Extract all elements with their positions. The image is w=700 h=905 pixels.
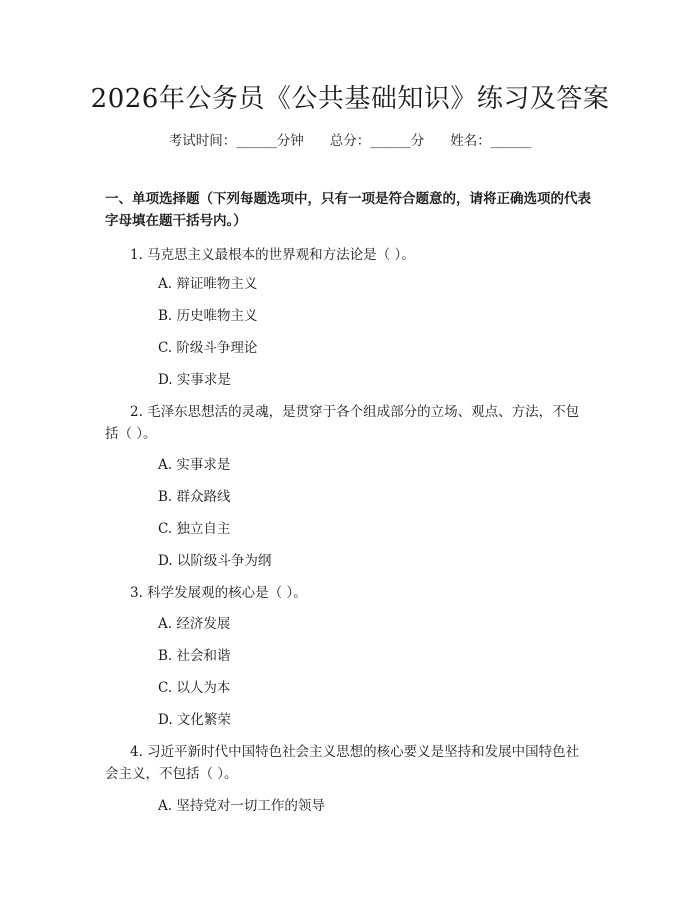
question-4-stem: 4. 习近平新时代中国特色社会主义思想的核心要义是坚持和发展中国特色社 [130, 744, 580, 760]
exam-time-label: 考试时间：______分钟 [168, 133, 304, 149]
question-1-option-c: C. 阶级斗争理论 [158, 340, 258, 356]
question-2-option-b: B. 群众路线 [158, 489, 231, 505]
question-2-option-d: D. 以阶级斗争为纲 [158, 553, 272, 569]
total-score-label: 总分：______分 [329, 133, 425, 149]
question-2-stem: 2. 毛泽东思想活的灵魂，是贯穿于各个组成部分的立场、观点、方法，不包 [130, 404, 580, 420]
document-title: 2026年公务员《公共基础知识》练习及答案 [90, 84, 610, 114]
name-label: 姓名：______ [450, 133, 532, 149]
question-3-option-a: A. 经济发展 [158, 616, 231, 632]
question-2-option-a: A. 实事求是 [158, 457, 231, 473]
section-heading: 一、单项选择题（下列每题选项中，只有一项是符合题意的，请将正确选项的代表字母填在题干括号内。） [105, 191, 591, 229]
question-4-option-a: A. 坚持党对一切工作的领导 [158, 798, 325, 814]
question-1-option-a: A. 辩证唯物主义 [158, 276, 258, 292]
exam-meta [0, 131, 700, 151]
question-1-option-d: D. 实事求是 [158, 372, 231, 388]
question-4-stem-continued: 会主义，不包括（ ）。 [105, 766, 238, 782]
question-2-stem-continued: 括（ ）。 [105, 426, 157, 442]
question-3-option-b: B. 社会和谐 [158, 648, 231, 664]
question-2-option-c: C. 独立自主 [158, 521, 231, 537]
question-3-option-c: C. 以人为本 [158, 680, 231, 696]
question-1-option-b: B. 历史唯物主义 [158, 308, 258, 324]
question-3-option-d: D. 文化繁荣 [158, 712, 231, 728]
question-3-stem: 3. 科学发展观的核心是（ ）。 [130, 585, 307, 601]
question-1-stem: 1. 马克思主义最根本的世界观和方法论是（ ）。 [130, 247, 415, 263]
